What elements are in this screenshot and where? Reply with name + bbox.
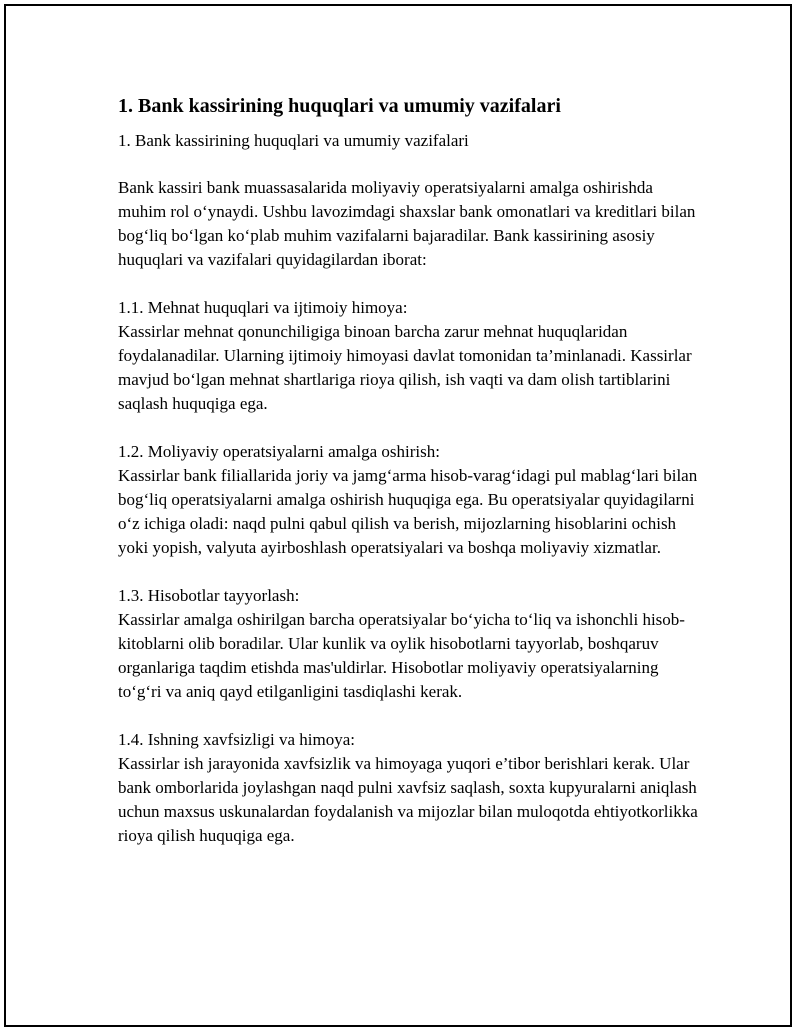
- section-heading: 1.4. Ishning xavfsizligi va himoya:: [118, 730, 356, 749]
- intro-paragraph: Bank kassiri bank muassasalarida moliyaviy operatsiyalarni amalga oshirishda muhim rol o‘ynaydi. Ushbu lavozimdagi shaxslar bank omonatlari va kreditlari bilan bog‘liq bo‘lgan ko‘plab muhim vazifalarni bajaradilar. Bank kassirining asosiy huquqlari va vazifalari quyidagilardan iborat:: [118, 178, 696, 269]
- document-title: 1. Bank kassirining huquqlari va umumiy vazifalari: [118, 95, 561, 117]
- section-body: Kassirlar bank filiallarida joriy va jamg‘arma hisob-varag‘idagi pul mablag‘lari bilan bog‘liq operatsiyalarni amalga oshirish huquqiga ega. Bu operatsiyalar quyidagilarni o‘z ichiga oladi: naqd pulni qabul qilish va berish, mijozlarning hisoblarini ochish yoki yopish, valyuta ayirboshlash operatsiyalari va boshqa moliyaviy xizmatlar.: [118, 466, 698, 557]
- section-security: [118, 728, 698, 848]
- document-body: [118, 93, 698, 872]
- section-reports: [118, 584, 698, 704]
- document-subtitle: 1. Bank kassirining huquqlari va umumiy vazifalari: [118, 131, 469, 150]
- section-heading: 1.1. Mehnat huquqlari va ijtimoiy himoya:: [118, 298, 408, 317]
- section-body: Kassirlar ish jarayonida xavfsizlik va himoyaga yuqori e’tibor berishlari kerak. Ular bank omborlarida joylashgan naqd pulni xavfsiz saqlash, soxta kupyuralarni aniqlash uchun maxsus uskunalardan foydalanish va mijozlar bilan muloqotda ehtiyotkorlikka rioya qilish huquqiga ega.: [118, 754, 698, 845]
- section-body: Kassirlar mehnat qonunchiligiga binoan barcha zarur mehnat huquqlaridan foydalanadilar. Ularning ijtimoiy himoyasi davlat tomonidan ta’minlanadi. Kassirlar mavjud bo‘lgan mehnat shartlariga rioya qilish, ish vaqti va dam olish tartiblarini saqlash huquqiga ega.: [118, 322, 692, 413]
- section-heading: 1.3. Hisobotlar tayyorlash:: [118, 586, 300, 605]
- section-financial-operations: [118, 440, 698, 560]
- section-heading: 1.2. Moliyaviy operatsiyalarni amalga oshirish:: [118, 442, 440, 461]
- section-labor-rights: [118, 296, 698, 416]
- section-body: Kassirlar amalga oshirilgan barcha operatsiyalar bo‘yicha to‘liq va ishonchli hisob-kitoblarni olib boradilar. Ular kunlik va oylik hisobotlarni tayyorlab, boshqaruv organlariga taqdim etishda mas'uldirlar. Hisobotlar moliyaviy operatsiyalarning to‘g‘ri va aniq qayd etilganligini tasdiqlashi kerak.: [118, 610, 685, 701]
